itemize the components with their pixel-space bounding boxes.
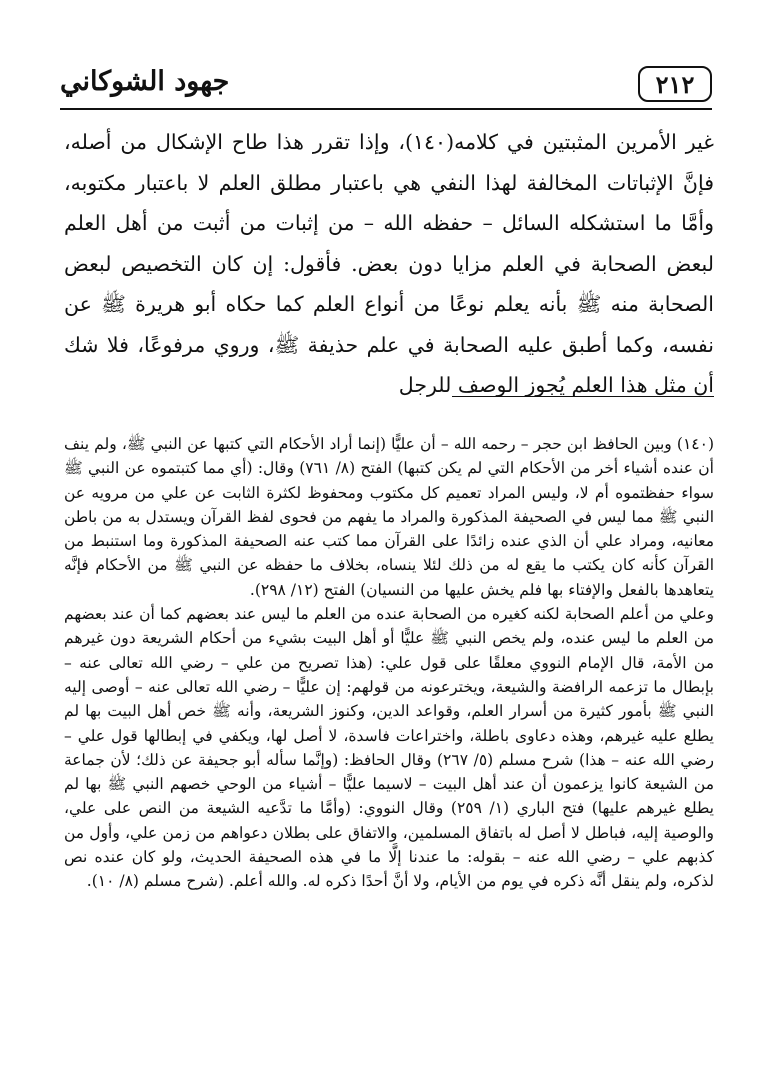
book-title: جهود الشوكاني xyxy=(60,66,230,97)
footnotes xyxy=(64,432,714,894)
page-number: ٢١٢ xyxy=(638,66,712,102)
main-text xyxy=(64,122,714,406)
footnote-paragraph-2: وعلي من أعلم الصحابة لكنه كغيره من الصحابة عنده من العلم ما ليس عند بعضهم كما أن عند بعضهم من العلم ما ليس عنده، ولم يخص النبي ﷺ عليًّا أو أهل البيت بشيء من أحكام الشريعة دون غيرهم من الأمة، قال الإمام النووي معلقًا على قول علي: (هذا تصريح من علي – رضي الله تعالى عنه – بإبطال ما تزعمه الرافضة والشيعة، ويخترعونه من قولهم: إن عليًّا – رضي الله تعالى عنه – أوصى إليه النبي ﷺ بأمور كثيرة من أسرار العلم، وقواعد الدين، وكنوز الشريعة، وأنه ﷺ خص أهل البيت بها لم يطلع عليه غيرهم، وهذه دعاوى باطلة، واختراعات فاسدة، لا أصل لها، ويكفي في إبطالها قول علي – رضي الله عنه – هذا) شرح مسلم (٥/ ٢٦٧) وقال الحافظ: (وإنَّما سأله أبو جحيفة عن ذلك؛ لأن جماعة من الشيعة كانوا يزعمون أن عند أهل البيت – لاسيما عليًّا – أشياء من الوحي خصهم النبي ﷺ بها لم يطلع غيرهم عليها) فتح الباري (١/ ٢٥٩) وقال النووي: (وأمَّا ما تدَّعيه الشيعة من النص على علي، والوصية إليه، فباطل لا أصل له باتفاق المسلمين، والاتفاق على بطلان دعواهم من زمن علي، وأول من كذبهم علي – رضي الله عنه – بقوله: ما عندنا إلَّا ما في هذه الصحيفة الحديث، ولو كان عنده نص لذكره، ولم ينقل أنَّه ذكره في يوم من الأيام، ولا أنَّ أحدًا ذكره له. والله أعلم. (شرح مسلم (٨/ ١٠). xyxy=(64,605,715,891)
main-paragraph: غير الأمرين المثبتين في كلامه(١٤٠)، وإذا تقرر هذا طاح الإشكال من أصله، فإنَّ الإثباتات المخالفة لهذا النفي هي باعتبار مطلق العلم لا باعتبار مكتوبه، وأمَّا ما استشكله السائل – حفظه الله – من إثبات من أثبت من أهل العلم لبعض الصحابة في العلم مزايا دون بعض. فأقول: إن كان التخصيص لبعض الصحابة منه ﷺ بأنه يعلم نوعًا من أنواع العلم كما حكاه أبو هريرة ﷺ عن نفسه، وكما أطبق عليه الصحابة في علم حذيفة ﷺ، وروي مرفوعًا، فلا شك أن مثل هذا العلم يُجوز الوصف للرجل xyxy=(64,130,715,397)
footnote-paragraph-1: (١٤٠) وبين الحافظ ابن حجر – رحمه الله – أن عليًّا (إنما أراد الأحكام التي كتبها عن النبي ﷺ، ولم ينف أن عنده أشياء أخر من الأحكام التي لم يكن كتبها) الفتح (٨/ ٧٦١) وقال: (أي مما كتبتموه عن النبي ﷺ سواء حفظتموه أم لا، وليس المراد تعميم كل مكتوب ومحفوظ لكثرة الثابت عن علي من مرويه عن النبي ﷺ مما ليس في الصحيفة المذكورة والمراد ما يفهم من فحوى لفظ القرآن ويستدل به من باطن معانيه، ومراد علي أن الذي عنده زائدًا على القرآن مما كتب عنه الصحيفة المذكورة وما استنبط من القرآن كأنه كان يكتب ما يقع له من ذلك لئلا ينساه، بخلاف ما حفظه عن النبي ﷺ من الأحكام فإنَّه يتعاهدها بالفعل والإفتاء بها فلم يخش عليها من النسيان) الفتح (١٢/ ٢٩٨). xyxy=(64,435,714,599)
header-rule xyxy=(60,108,712,110)
page-header xyxy=(60,64,712,110)
footnote-separator xyxy=(452,396,714,397)
